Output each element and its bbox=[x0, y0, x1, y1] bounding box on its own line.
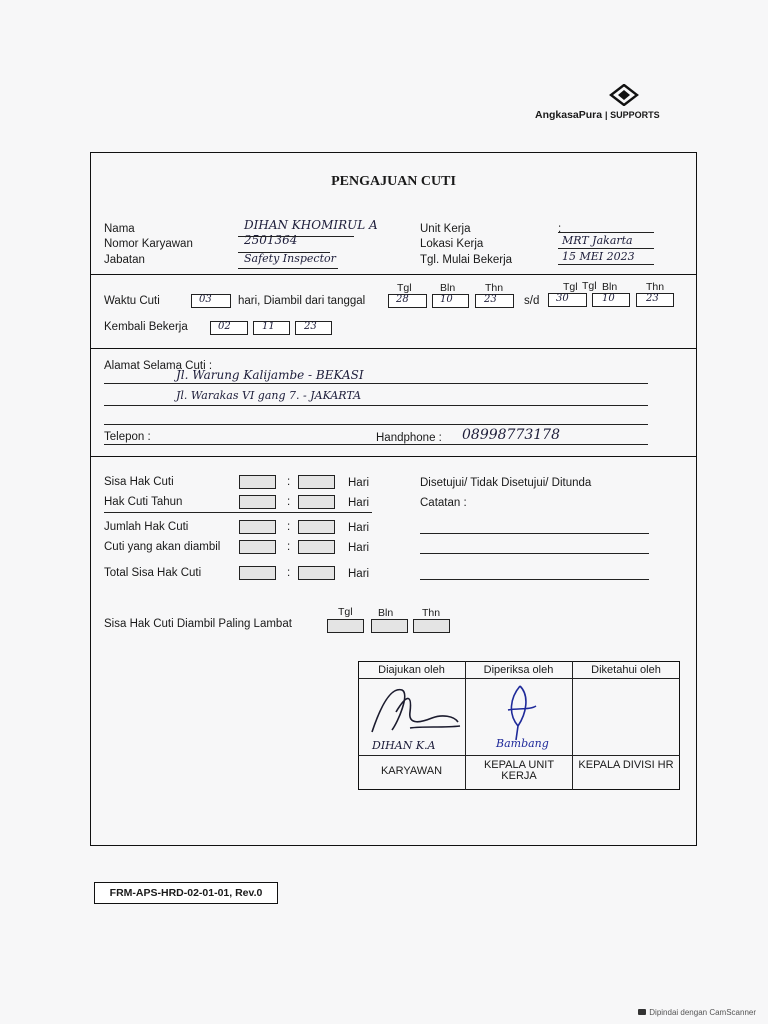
total-remaining-colon: : bbox=[287, 567, 291, 579]
annual-leave-label: Hak Cuti Tahun bbox=[104, 496, 183, 508]
leave-to-take-unit: Hari bbox=[348, 542, 370, 554]
logo-division: | SUPPORTS bbox=[605, 110, 660, 120]
remaining-leave-colon: : bbox=[287, 476, 291, 488]
remaining-leave-box-a bbox=[239, 475, 276, 489]
unit-value: : bbox=[558, 223, 562, 235]
return-label: Kembali Bekerja bbox=[104, 321, 188, 333]
taken-from-label: hari, Diambil dari tanggal bbox=[238, 295, 366, 307]
scanner-icon bbox=[638, 1009, 646, 1015]
role-unit-head: KEPALA UNIT KERJA bbox=[483, 759, 555, 782]
position-value: Safety Inspector bbox=[244, 252, 336, 265]
location-label: Lokasi Kerja bbox=[420, 238, 484, 250]
to-month: 10 bbox=[602, 293, 615, 304]
unit-label: Unit Kerja bbox=[420, 223, 471, 235]
remaining-leave-label: Sisa Hak Cuti bbox=[104, 476, 174, 488]
position-label: Jabatan bbox=[104, 254, 145, 266]
logo-mark-icon bbox=[609, 84, 639, 106]
address-line-1: Jl. Warung Kalijambe - BEKASI bbox=[176, 368, 364, 382]
start-date-label: Tgl. Mulai Bekerja bbox=[420, 254, 513, 266]
leave-to-take-label: Cuti yang akan diambil bbox=[104, 541, 221, 553]
unit-head-signature bbox=[500, 684, 540, 742]
total-leave-box-b bbox=[298, 520, 335, 534]
form-title: PENGAJUAN CUTI bbox=[331, 174, 456, 189]
annual-leave-unit: Hari bbox=[348, 497, 370, 509]
return-day: 02 bbox=[218, 321, 231, 332]
total-remaining-unit: Hari bbox=[348, 568, 370, 580]
leave-to-take-box-a bbox=[239, 540, 276, 554]
total-leave-box-a bbox=[239, 520, 276, 534]
name-label: Nama bbox=[104, 223, 135, 235]
from-month: 10 bbox=[440, 294, 453, 305]
remaining-leave-box-b bbox=[298, 475, 335, 489]
from-day: 28 bbox=[396, 294, 409, 305]
leave-to-take-colon: : bbox=[287, 541, 291, 553]
total-leave-unit: Hari bbox=[348, 522, 370, 534]
scanner-note: Dipindai dengan CamScanner bbox=[638, 1008, 756, 1017]
address-line-2: Jl. Warakas VI gang 7. - JAKARTA bbox=[176, 389, 362, 402]
annual-leave-colon: : bbox=[287, 496, 291, 508]
total-leave-label: Jumlah Hak Cuti bbox=[104, 521, 189, 533]
to-day: 30 bbox=[556, 293, 569, 304]
signature-header-1: Diajukan oleh bbox=[378, 664, 445, 676]
leave-to-take-box-b bbox=[298, 540, 335, 554]
employee-signature bbox=[362, 682, 462, 738]
address-label: Alamat Selama Cuti : bbox=[104, 360, 213, 372]
remaining-leave-unit: Hari bbox=[348, 477, 370, 489]
annual-leave-box-b bbox=[298, 495, 335, 509]
until-label: s/d bbox=[524, 295, 540, 307]
latest-label: Sisa Hak Cuti Diambil Paling Lambat bbox=[104, 618, 292, 630]
start-date-value: 15 MEI 2023 bbox=[562, 250, 635, 263]
employee-signed-name: DIHAN K.A bbox=[372, 739, 436, 752]
annual-leave-box-a bbox=[239, 495, 276, 509]
mobile-value: 08998773178 bbox=[462, 427, 560, 443]
signature-header-2: Diperiksa oleh bbox=[483, 664, 554, 676]
company-logo bbox=[535, 84, 685, 124]
mobile-label: Handphone : bbox=[376, 432, 442, 444]
logo-brand: AngkasaPura bbox=[535, 109, 603, 121]
location-value: MRT Jakarta bbox=[562, 234, 633, 247]
role-employee: KARYAWAN bbox=[380, 765, 443, 777]
total-remaining-box-a bbox=[239, 566, 276, 580]
name-value: DIHAN KHOMIRUL A bbox=[244, 218, 378, 232]
employee-id-label: Nomor Karyawan bbox=[104, 238, 193, 250]
approval-label: Disetujui/ Tidak Disetujui/ Ditunda bbox=[420, 477, 592, 489]
total-remaining-label: Total Sisa Hak Cuti bbox=[104, 567, 202, 579]
signature-header-3: Diketahui oleh bbox=[591, 664, 661, 676]
total-leave-colon: : bbox=[287, 521, 291, 533]
return-year: 23 bbox=[304, 321, 317, 332]
duration-days: 03 bbox=[199, 294, 212, 305]
to-year: 23 bbox=[646, 293, 659, 304]
duration-label: Waktu Cuti bbox=[104, 295, 160, 307]
notes-label: Catatan : bbox=[420, 497, 467, 509]
role-hr-head: KEPALA DIVISI HR bbox=[578, 759, 674, 771]
return-month: 11 bbox=[262, 321, 275, 332]
phone-label: Telepon : bbox=[104, 431, 151, 443]
from-year: 23 bbox=[484, 294, 497, 305]
form-code: FRM-APS-HRD-02-01-01, Rev.0 bbox=[94, 882, 278, 904]
employee-id-value: 2501364 bbox=[244, 233, 298, 247]
unit-head-signed-name: Bambang bbox=[496, 737, 549, 750]
total-remaining-box-b bbox=[298, 566, 335, 580]
